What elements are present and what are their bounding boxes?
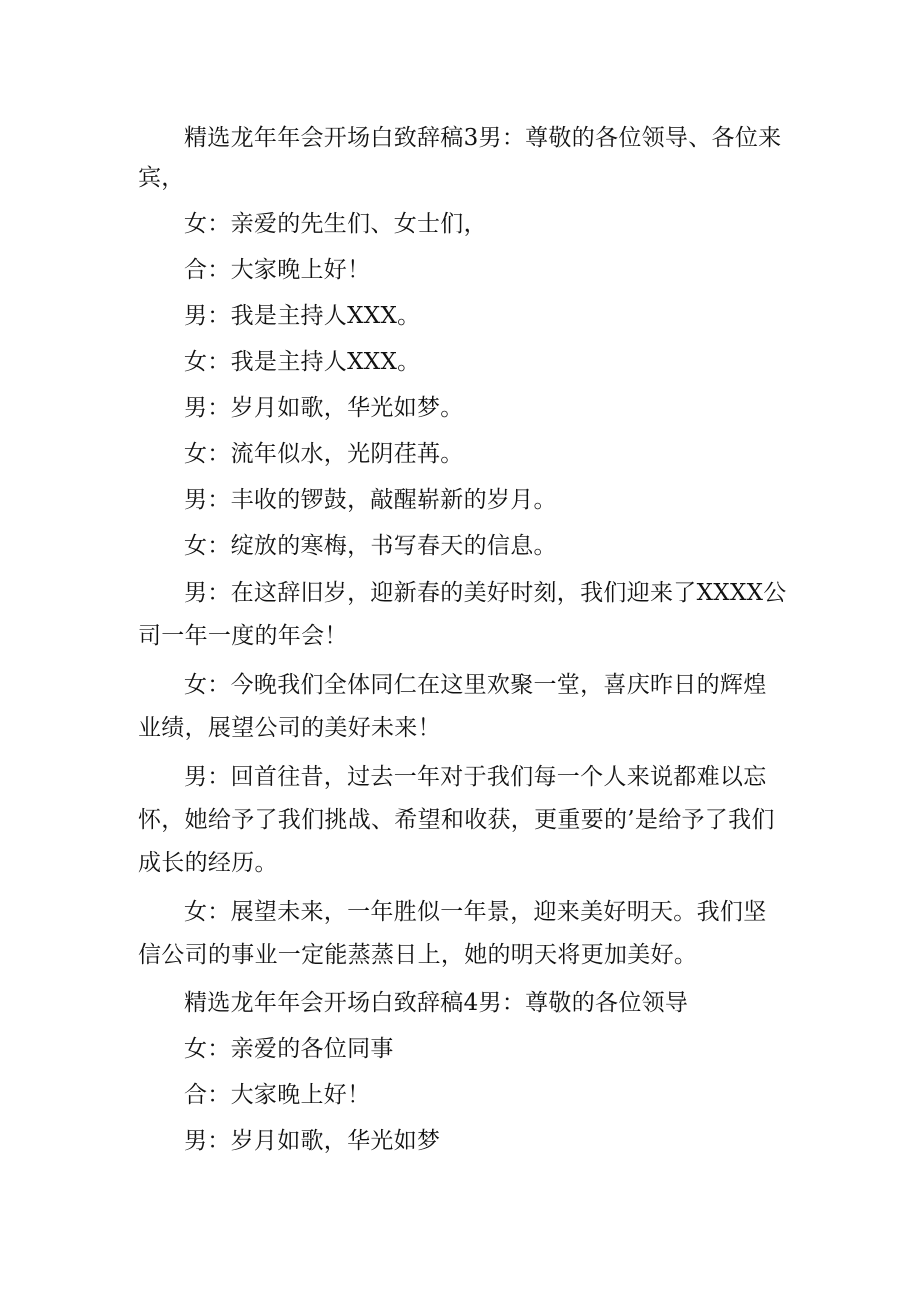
paragraph-female-gathering: 女：今晚我们全体同仁在这里欢聚一堂，喜庆昨日的辉煌业绩，展望公司的美好未来！ <box>138 672 767 741</box>
paragraph-male-years-song-2: 男：岁月如歌，华光如梦 <box>184 1128 441 1154</box>
document-body <box>138 118 788 1167</box>
paragraph-male-looking-back: 男：回首往昔，过去一年对于我们每一个人来说都难以忘怀，她给予了我们挑战、希望和收获，更重要的’是给予了我们成长的经历。 <box>138 764 775 876</box>
paragraph-female-plum-blossom: 女：绽放的寒梅，书写春天的信息。 <box>184 533 557 559</box>
paragraph-female-greeting: 女：亲爱的先生们、女士们， <box>184 211 487 237</box>
paragraph-female-colleagues: 女：亲爱的各位同事 <box>184 1036 394 1062</box>
paragraph-speech-4-intro: 精选龙年年会开场白致辞稿4男：尊敬的各位领导 <box>184 990 689 1016</box>
paragraph-together-greeting-2: 合：大家晚上好！ <box>184 1082 371 1108</box>
paragraph-female-host-intro: 女：我是主持人XXX。 <box>184 349 421 375</box>
paragraph-female-looking-forward: 女：展望未来，一年胜似一年景，迎来美好明天。我们坚信公司的事业一定能蒸蒸日上，她的明天将更加美好。 <box>138 899 767 968</box>
paragraph-male-harvest-drums: 男：丰收的锣鼓，敲醒崭新的岁月。 <box>184 487 557 513</box>
paragraph-speech-3-intro: 精选龙年年会开场白致辞稿3男：尊敬的各位领导、各位来宾， <box>138 125 782 191</box>
paragraph-male-years-song: 男：岁月如歌，华光如梦。 <box>184 395 464 421</box>
paragraph-male-host-intro: 男：我是主持人XXX。 <box>184 303 421 329</box>
paragraph-male-annual-meeting: 男：在这辞旧岁，迎新春的美好时刻，我们迎来了XXXX公司一年一度的年会！ <box>138 580 787 649</box>
paragraph-together-greeting: 合：大家晚上好！ <box>184 257 371 283</box>
paragraph-female-time-flow: 女：流年似水，光阴荏苒。 <box>184 441 464 467</box>
